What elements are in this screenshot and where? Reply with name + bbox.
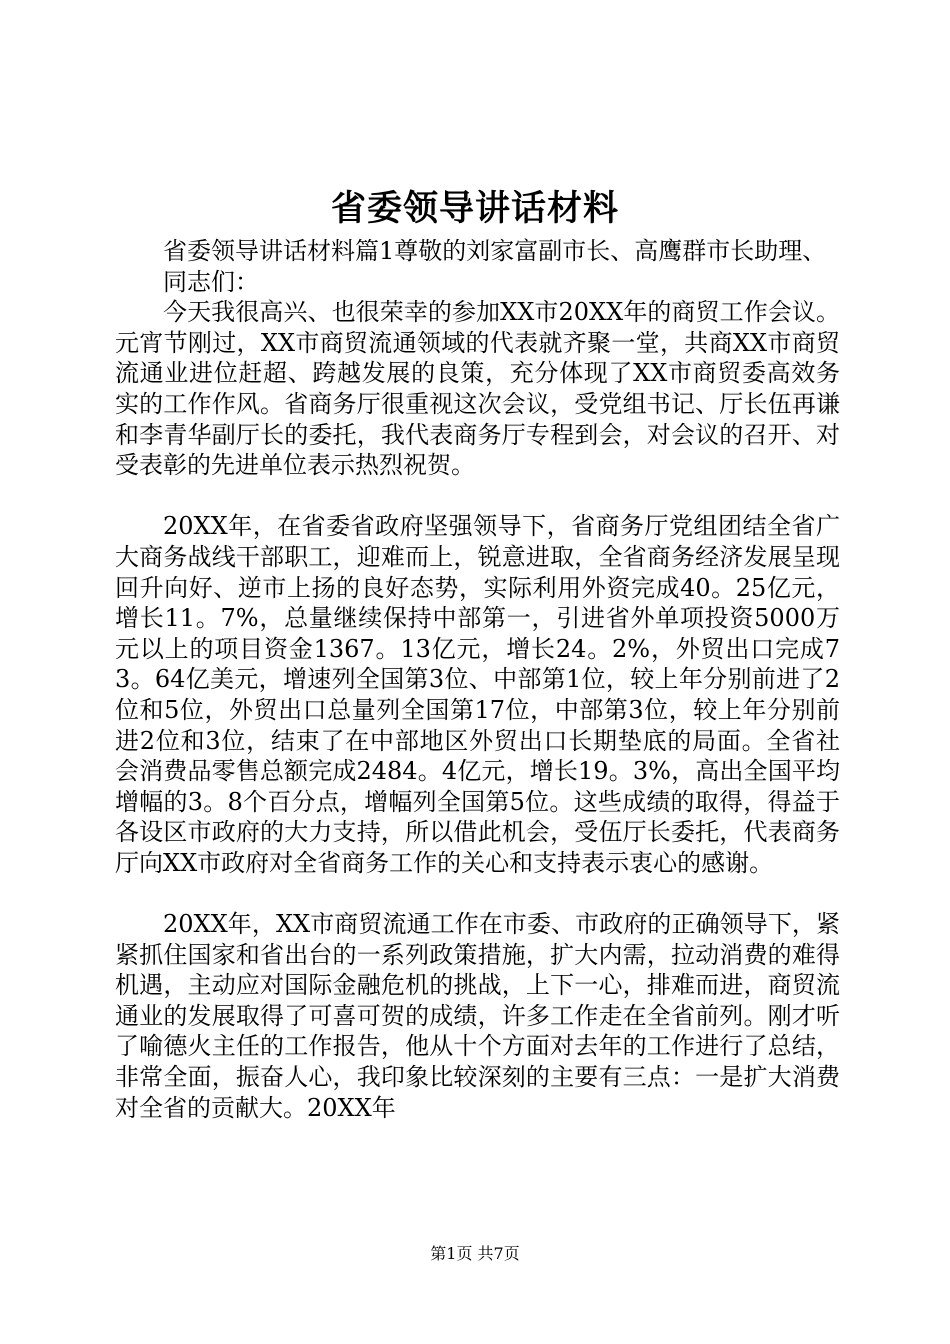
paragraph-opening: 今天我很高兴、也很荣幸的参加XX市20XX年的商贸工作会议。元宵节刚过，XX市商贸流通领域的代表就齐聚一堂，共商XX市商贸流通业进位赶超、跨越发展的良策，充分体现了XX市商贸委高效务实的工作作风。省商务厅很重视这次会议，受党组书记、厅长伍再谦和李青华副厅长的委托，我代表商务厅专程到会，对会议的召开、对受表彰的先进单位表示热烈祝贺。 bbox=[115, 298, 840, 480]
document-body bbox=[115, 236, 840, 1123]
paragraph-city-work: 20XX年，XX市商贸流通工作在市委、市政府的正确领导下，紧紧抓住国家和省出台的一系列政策措施，扩大内需，拉动消费的难得机遇，主动应对国际金融危机的挑战，上下一心，排难而进，商贸流通业的发展取得了可喜可贺的成绩，许多工作走在全省前列。刚才听了喻德火主任的工作报告，他从十个方面对去年的工作进行了总结，非常全面，振奋人心，我印象比较深刻的主要有三点：一是扩大消费对全省的贡献大。20XX年 bbox=[115, 910, 840, 1122]
paragraph-achievements: 20XX年，在省委省政府坚强领导下，省商务厅党组团结全省广大商务战线干部职工，迎难而上，锐意进取，全省商务经济发展呈现回升向好、逆市上扬的良好态势，实际利用外资完成40。25亿元，增长11。7%，总量继续保持中部第一，引进省外单项投资5000万元以上的项目资金1367。13亿元，增长24。2%，外贸出口完成73。64亿美元，增速列全国第3位、中部第1位，较上年分别前进了2位和5位，外贸出口总量列全国第17位，中部第3位，较上年分别前进2位和3位，结束了在中部地区外贸出口长期垫底的局面。全省社会消费品零售总额完成2484。4亿元，增长19。3%，高出全国平均增幅的3。8个百分点，增幅列全国第5位。这些成绩的取得，得益于各设区市政府的大力支持，所以借此机会，受伍厅长委托，代表商务厅向XX市政府对全省商务工作的关心和支持表示衷心的感谢。 bbox=[115, 512, 840, 877]
page-footer: 第1页 共7页 bbox=[430, 1244, 520, 1263]
paragraph-salutation: 省委领导讲话材料篇1尊敬的刘家富副市长、高鹰群市长助理、 bbox=[163, 237, 827, 265]
paragraph-greeting: 同志们： bbox=[163, 267, 259, 296]
document-title: 省委领导讲话材料 bbox=[330, 188, 619, 229]
